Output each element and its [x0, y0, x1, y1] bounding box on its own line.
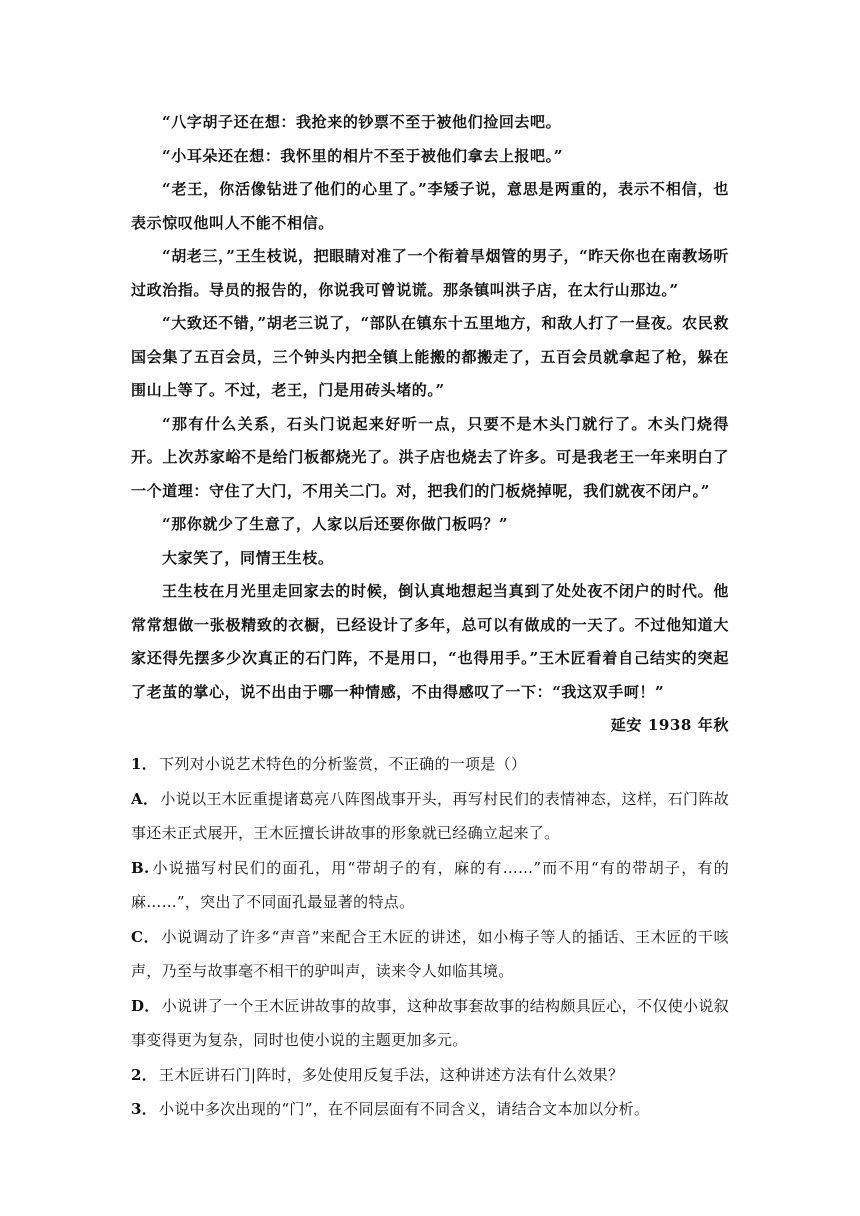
- option-letter: A．: [131, 789, 159, 808]
- question-1: [131, 747, 729, 782]
- question-2: [131, 1058, 729, 1093]
- story-paragraph: “胡老三，”王生枝说，把眼睛对准了一个衔着旱烟管的男子，“昨天你也在南教场听过政治指。导员的报告的，你说我可曾说谎。那条镇叫洪子店，在太行山那边。”: [131, 247, 729, 299]
- option-text: 小说以王木匠重提诸葛亮八阵图战事开头，再写村民们的表情神态，这样，石门阵故事还未正式展开，王木匠擅长讲故事的形象就已经确立起来了。: [131, 789, 729, 842]
- question-3: [131, 1092, 729, 1127]
- question-text: 王木匠讲石门|阵时，多处使用反复手法，这种讲述方法有什么效果？: [159, 1065, 624, 1084]
- question-text: 下列对小说艺术特色的分析鉴赏，不正确的一项是（）: [159, 755, 527, 773]
- story-paragraph: “八字胡子还在想：我抢来的钞票不至于被他们捡回去吧。: [162, 113, 562, 131]
- option-text: 小说描写村民们的面孔，用“带胡子的有，麻的有……”而不用“有的带胡子，有的麻……”，突出了不同面孔最显著的特点。: [131, 858, 729, 911]
- option-letter: D．: [131, 996, 160, 1015]
- option-b: [131, 851, 729, 920]
- option-c: [131, 920, 729, 989]
- option-text: 小说讲了一个王木匠讲故事的故事，这种故事套故事的结构颇具匠心，不仅使小说叙事变得更为复杂，同时也使小说的主题更加多元。: [131, 996, 730, 1049]
- option-letter: B.: [131, 858, 150, 877]
- question-number: 1．: [131, 755, 158, 773]
- option-d: [131, 989, 729, 1058]
- question-number: 2．: [131, 1065, 158, 1084]
- question-number: 3．: [131, 1100, 158, 1118]
- story-paragraph: 王生枝在月光里走回家去的时候，倒认真地想起当真到了处处夜不闭户的时代。他常常想做一张极精致的衣橱，已经设计了多年，总可以有做成的一天了。不过他知道大家还得先摆多少次真正的石门阵，不是用口，“也得用手。”王木匠看着自己结实的突起了老茧的掌心，说不出由于哪一种情感，不由得感叹了一下：“我这双手呵！”: [131, 582, 729, 701]
- story-paragraph: “大致还不错，”胡老三说了，“部队在镇东十五里地方，和敌人打了一昼夜。农民救国会集了五百会员，三个钟头内把全镇上能搬的都搬走了，五百会员就拿起了枪，躲在围山上等了。不过，老王，门是用砖头堵的。”: [131, 314, 729, 399]
- option-letter: C．: [131, 927, 160, 946]
- option-a: [131, 782, 729, 851]
- story-excerpt: [131, 106, 729, 743]
- story-signoff: 延安 1938 年秋: [610, 716, 729, 734]
- question-section: [131, 747, 729, 1127]
- story-paragraph: “老王，你活像钻进了他们的心里了。”李矮子说，意思是两重的，表示不相信，也表示惊叹他叫人不能不相信。: [131, 180, 729, 232]
- question-text: 小说中多次出现的“门”，在不同层面有不同含义，请结合文本加以分析。: [159, 1100, 650, 1118]
- story-paragraph: “那有什么关系，石头门说起来好听一点，只要不是木头门就行了。木头门烧得开。上次苏家峪不是给门板都烧光了。洪子店也烧去了许多。可是我老王一年来明白了一个道理：守住了大门，不用关二门。对，把我们的门板烧掉呢，我们就夜不闭户。”: [131, 414, 729, 500]
- story-paragraph: “小耳朵还在想：我怀里的相片不至于被他们拿去上报吧。”: [162, 146, 563, 165]
- option-text: 小说调动了许多“声音”来配合王木匠的讲述，如小梅子等人的插话、王木匠的干咳声，乃至与故事毫不相干的驴叫声，读来令人如临其境。: [131, 927, 729, 980]
- story-paragraph: 大家笑了，同情王生枝。: [162, 548, 334, 567]
- story-paragraph: “那你就少了生意了，人家以后还要你做门板吗？”: [162, 515, 509, 533]
